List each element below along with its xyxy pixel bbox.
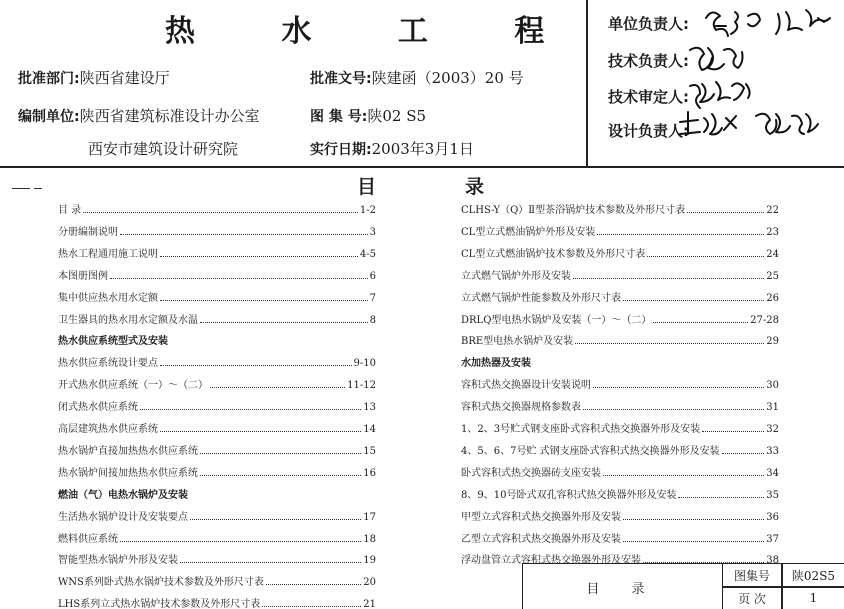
approval-dept-label: 批准部门: xyxy=(18,71,80,87)
title-box-name: 目 录 xyxy=(523,564,723,609)
toc-entry xyxy=(461,288,779,304)
toc-entry xyxy=(58,419,376,435)
toc-entry-page: 3 xyxy=(369,226,376,238)
page-label: 页 次 xyxy=(738,591,766,606)
toc-entry xyxy=(58,594,376,609)
tech-head-label: 技术负责人: xyxy=(608,52,689,70)
toc-entry-page: 1-2 xyxy=(359,205,376,216)
toc-entry-title: 闭式热水供应系统 xyxy=(58,402,138,414)
toc-entry xyxy=(461,375,779,391)
toc-heading-left: 目 xyxy=(357,176,377,198)
toc-entry xyxy=(461,485,779,501)
page-title: 热 水 工 程 xyxy=(165,14,583,49)
toc-entry-page: 19 xyxy=(363,555,376,567)
toc-entry xyxy=(58,310,376,326)
toc-entry-page: 34 xyxy=(766,467,779,479)
tech-review-label: 技术审定人: xyxy=(608,88,689,106)
toc-entry-title: 热水锅炉间接加热热水供应系统 xyxy=(58,467,198,479)
toc-entry-title: 集中供应热水用水定额 xyxy=(58,292,158,304)
atlas-no-label: 图 集 号: xyxy=(310,109,368,125)
toc-entry xyxy=(58,244,376,260)
scan-mark xyxy=(34,188,42,189)
toc-entry xyxy=(58,507,376,523)
toc-entry-page: 14 xyxy=(363,424,376,435)
toc-entry-page: 35 xyxy=(766,489,779,501)
toc-leader-dots xyxy=(210,387,345,388)
toc-entry-page: 25 xyxy=(766,270,779,282)
toc-entry xyxy=(461,463,779,479)
toc-entry-title: 容积式热交换器设计安装说明 xyxy=(461,380,591,392)
toc-entry-title: 甲型立式容积式热交换器外形及安装 xyxy=(461,511,621,523)
toc-entry xyxy=(58,353,376,369)
approval-dept: 陕西省建设厅 xyxy=(79,69,170,87)
toc-leader-dots xyxy=(266,584,361,585)
header-bottom-rule xyxy=(0,166,844,168)
toc-entry-page: 37 xyxy=(766,533,779,545)
toc-entry-page: 16 xyxy=(363,467,376,479)
toc-entry-title: 智能型热水锅炉外形及安装 xyxy=(58,555,178,567)
toc-entry xyxy=(461,529,779,545)
toc-section xyxy=(461,353,531,369)
toc-entry xyxy=(58,200,376,216)
design-head-label: 设计负责人: xyxy=(608,122,689,140)
toc-section xyxy=(58,331,168,347)
toc-leader-dots xyxy=(653,322,748,323)
toc-entry-page: 23 xyxy=(766,226,779,238)
toc-entry-title: 8、9、10号卧式双孔容积式热交换器外形及安装 xyxy=(461,489,677,501)
compiler-label: 编制单位: xyxy=(18,109,80,125)
toc-leader-dots xyxy=(702,431,764,432)
toc-leader-dots xyxy=(160,431,361,432)
toc-entry xyxy=(461,331,779,347)
toc-entry xyxy=(58,397,376,413)
toc-entry-title: 浮动盘管立式容积式热交换器外形及安装 xyxy=(461,555,641,567)
toc-entry-title: 卧式容积式热交换器砖支座安装 xyxy=(461,467,601,479)
toc-entry-page: 4-5 xyxy=(359,248,376,260)
toc-entry-title: 立式燃气锅炉外形及安装 xyxy=(461,270,571,282)
toc-entry-title: CLHS-Y（Q）Ⅱ型茶浴锅炉技术参数及外形尺寸表 xyxy=(461,205,686,216)
toc-entry-page: 20 xyxy=(363,577,376,589)
toc-entry-page: 38 xyxy=(766,555,779,567)
toc-leader-dots xyxy=(597,234,764,235)
toc-entry xyxy=(58,572,376,588)
effective-date: 2003年3月1日 xyxy=(371,140,474,158)
toc-leader-dots xyxy=(200,322,368,323)
toc-heading-right: 录 xyxy=(465,176,485,198)
toc-entry-page: 18 xyxy=(363,533,376,545)
toc-entry-page: 22 xyxy=(766,205,779,216)
toc-leader-dots xyxy=(160,256,358,257)
toc-entry-page: 7 xyxy=(369,292,376,304)
toc-entry-page: 31 xyxy=(766,402,779,414)
toc-entry xyxy=(58,550,376,566)
toc-leader-dots xyxy=(623,300,764,301)
toc-entry xyxy=(461,419,779,435)
toc-entry-title: CL型立式燃油锅炉外形及安装 xyxy=(461,226,596,238)
toc-leader-dots xyxy=(583,409,764,410)
toc-entry-page: 36 xyxy=(766,511,779,523)
toc-entry-title: DRLQ型电热水锅炉及安装（一）～（二） xyxy=(461,314,652,326)
toc-leader-dots xyxy=(722,453,765,454)
toc-entry xyxy=(58,266,376,282)
toc-entry-title: CL型立式燃油锅炉技术参数及外形尺寸表 xyxy=(461,248,646,260)
toc-entry xyxy=(461,266,779,282)
toc-entry-title: 卫生器具的热水用水定额及水温 xyxy=(58,314,198,326)
toc-leader-dots xyxy=(120,234,368,235)
toc-leader-dots xyxy=(603,475,764,476)
compiler-1: 陕西省建筑标准设计办公室 xyxy=(79,107,260,125)
toc-entry-title: 开式热水供应系统（一）～（二） xyxy=(58,380,208,392)
toc-entry xyxy=(58,375,376,391)
toc-entry-page: 6 xyxy=(369,270,376,282)
toc-entry-page: 21 xyxy=(363,599,376,609)
toc-entry xyxy=(461,222,779,238)
toc-leader-dots xyxy=(687,212,764,213)
toc-entry-title: 本图册图例 xyxy=(58,270,108,282)
toc-entry-page: 15 xyxy=(363,445,376,457)
toc-entry xyxy=(58,529,376,545)
atlas-label: 图集号 xyxy=(733,568,770,583)
toc-entry xyxy=(461,310,779,326)
toc-entry-title: 分册编制说明 xyxy=(58,226,118,238)
toc-entry-page: 29 xyxy=(766,336,779,348)
toc-leader-dots xyxy=(262,606,361,607)
toc-leader-dots xyxy=(160,300,368,301)
toc-leader-dots xyxy=(140,409,361,410)
toc-entry xyxy=(461,244,779,260)
toc-entry-title: 高层建筑热水供应系统 xyxy=(58,424,158,435)
toc-entry-title: 水加热器及安装 xyxy=(461,358,531,370)
title-block xyxy=(0,0,844,167)
toc-leader-dots xyxy=(110,278,368,279)
toc-entry-page: 13 xyxy=(363,402,376,414)
toc-entry xyxy=(58,463,376,479)
handwritten-signatures xyxy=(0,0,844,167)
toc-leader-dots xyxy=(180,562,361,563)
toc-entry-page: 17 xyxy=(363,511,376,523)
toc-entry xyxy=(58,222,376,238)
toc-entry-title: 乙型立式容积式热交换器外形及安装 xyxy=(461,533,621,545)
toc-entry-title: 热水供应系统设计要点 xyxy=(58,358,158,370)
toc-entry xyxy=(461,397,779,413)
toc-entry xyxy=(461,441,779,457)
toc-leader-dots xyxy=(575,343,764,344)
toc-entry-title: 生活热水锅炉设计及安装要点 xyxy=(58,511,188,523)
toc-entry-title: 容积式热交换器规格参数表 xyxy=(461,402,581,414)
toc-leader-dots xyxy=(200,453,361,454)
toc-entry-title: 立式燃气锅炉性能参数及外形尺寸表 xyxy=(461,292,621,304)
toc-entry-page: 11-12 xyxy=(347,380,376,392)
toc-leader-dots xyxy=(593,387,764,388)
approval-doc-label: 批准文号: xyxy=(310,71,372,87)
unit-head-label: 单位负责人: xyxy=(608,15,689,33)
scan-mark xyxy=(12,188,30,189)
toc-entry-page: 26 xyxy=(766,292,779,304)
toc-entry-title: 目 录 xyxy=(58,205,82,216)
toc-leader-dots xyxy=(623,519,764,520)
toc-leader-dots xyxy=(678,497,764,498)
toc-entry-title: 4、5、6、7号贮 式钢支座卧式容积式热交换器外形及安装 xyxy=(461,445,720,457)
toc-entry xyxy=(58,441,376,457)
page-value: 1 xyxy=(809,591,818,605)
toc-entry xyxy=(461,200,779,216)
toc-entry-page: 24 xyxy=(766,248,779,260)
toc-entry-page: 27-28 xyxy=(750,314,779,326)
toc-leader-dots xyxy=(200,475,361,476)
toc-leader-dots xyxy=(573,278,764,279)
toc-entry-title: WNS系列卧式热水锅炉技术参数及外形尺寸表 xyxy=(58,577,264,589)
toc-entry-page: 30 xyxy=(766,380,779,392)
toc-leader-dots xyxy=(623,541,764,542)
toc-leader-dots xyxy=(83,212,358,213)
toc-entry-title: BRE型电热水锅炉及安装 xyxy=(461,336,574,348)
toc-entry-page: 33 xyxy=(766,445,779,457)
toc-leader-dots xyxy=(160,365,352,366)
toc-section xyxy=(58,485,188,501)
toc-entry-title: 燃料供应系统 xyxy=(58,533,118,545)
effective-label: 实行日期: xyxy=(310,142,372,158)
toc-leader-dots xyxy=(190,519,361,520)
toc-entry-page: 32 xyxy=(766,424,779,435)
toc-entry-title: 热水工程通用施工说明 xyxy=(58,248,158,260)
toc-entry-title: 燃油（气）电热水锅炉及安装 xyxy=(58,489,188,501)
title-box xyxy=(522,563,844,609)
toc-entry-title: LHS系列立式热水锅炉技术参数及外形尺寸表 xyxy=(58,599,261,609)
toc-entry-page: 8 xyxy=(369,314,376,326)
compiler-2: 西安市建筑设计研究院 xyxy=(88,140,239,158)
toc-entry-page: 9-10 xyxy=(353,358,376,370)
atlas-no: 陕02 S5 xyxy=(367,107,427,125)
toc-entry-title: 1、2、3号贮式钢支座卧式容积式热交换器外形及安装 xyxy=(461,424,701,435)
toc-entry xyxy=(461,507,779,523)
atlas-value: 陕02S5 xyxy=(791,568,836,583)
toc-leader-dots xyxy=(120,541,361,542)
approval-doc: 陕建函（2003）20 号 xyxy=(371,69,524,87)
toc-entry-title: 热水锅炉直接加热热水供应系统 xyxy=(58,445,198,457)
toc-entry xyxy=(58,288,376,304)
toc-entry-title: 热水供应系统型式及安装 xyxy=(58,336,168,348)
toc-leader-dots xyxy=(647,256,764,257)
